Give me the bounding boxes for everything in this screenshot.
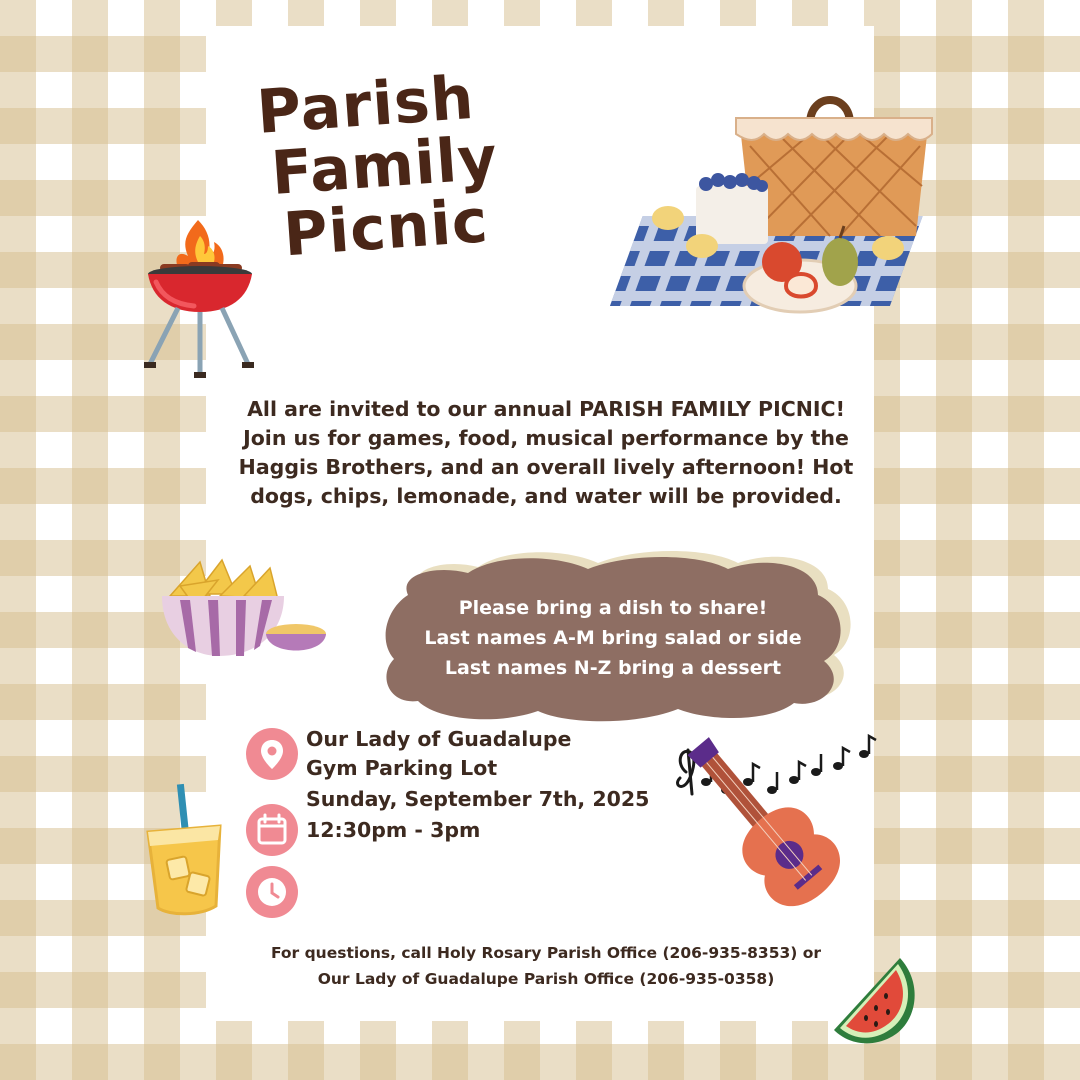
location-pin-icon bbox=[246, 728, 298, 780]
intro-paragraph: All are invited to our annual PARISH FAMILY PICNIC! Join us for games, food, musical performance by the Haggis Brothers, and an overall lively afternoon! Hot dogs, chips, lemonade, and water will be provided. bbox=[238, 397, 854, 508]
dish-note-line-3: Last names N-Z bring a dessert bbox=[444, 657, 782, 679]
event-date: Sunday, September 7th, 2025 bbox=[306, 787, 650, 811]
footer-line-1: For questions, call Holy Rosary Parish Office (206-935-8353) or bbox=[270, 944, 822, 962]
picnic-basket-illustration bbox=[610, 86, 940, 326]
chips-and-dip-illustration bbox=[160, 556, 330, 666]
dish-note-line-2: Last names A-M bring salad or side bbox=[424, 627, 802, 649]
guitar-music-illustration bbox=[672, 708, 938, 908]
page-title bbox=[254, 62, 557, 271]
dish-note-line-1: Please bring a dish to share! bbox=[458, 597, 768, 619]
location-line-2: Gym Parking Lot bbox=[306, 756, 498, 780]
event-time: 12:30pm - 3pm bbox=[306, 818, 481, 842]
location-line-1: Our Lady of Guadalupe bbox=[306, 727, 572, 751]
title-line-2: Family bbox=[269, 123, 501, 209]
contact-footer bbox=[226, 940, 866, 992]
footer-line-2: Our Lady of Guadalupe Parish Office (206-935-0358) bbox=[317, 970, 775, 988]
grill-illustration bbox=[138, 212, 260, 382]
lemonade-illustration bbox=[140, 780, 232, 920]
clock-icon bbox=[246, 866, 298, 918]
title-line-3: Picnic bbox=[281, 186, 491, 271]
dish-note-cloud bbox=[378, 545, 860, 723]
title-line-1: Parish bbox=[254, 62, 477, 148]
calendar-icon bbox=[246, 804, 298, 856]
